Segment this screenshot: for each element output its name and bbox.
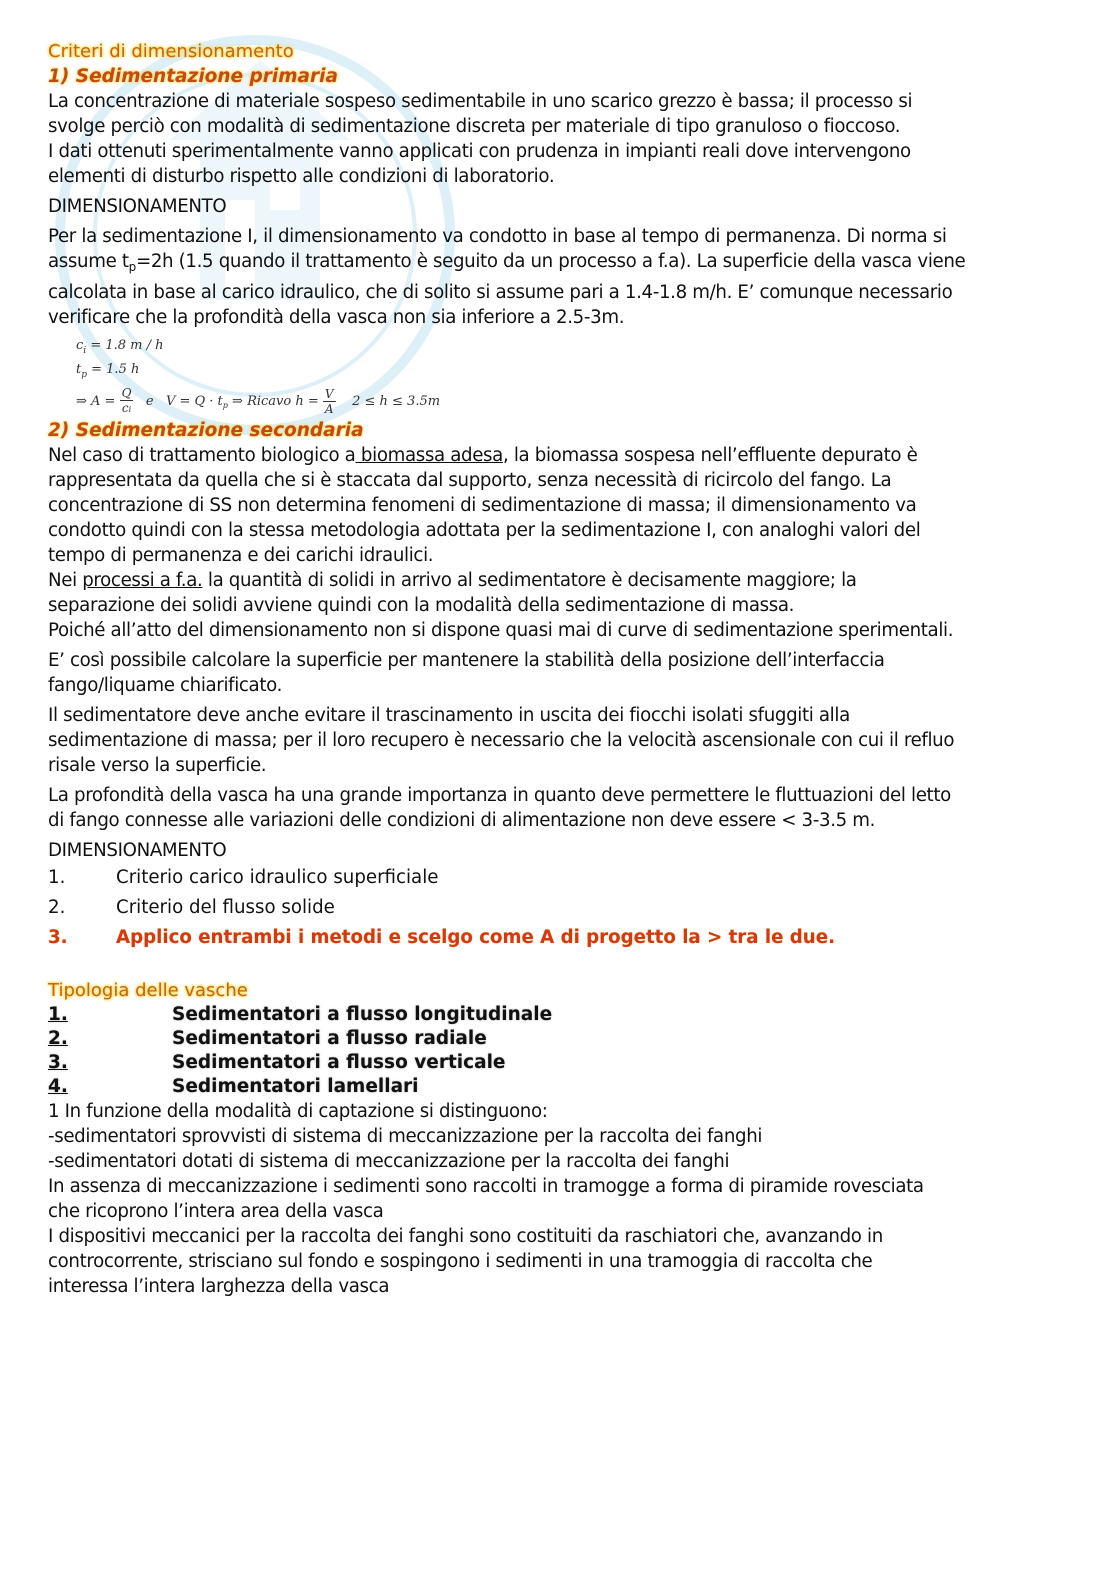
paragraph-line: I dati ottenuti sperimentalmente vanno applicati con prudenza in impianti reali dove intervengono bbox=[48, 141, 911, 162]
formula-ci: $c_i = 1.8$ m / h bbox=[76, 338, 164, 356]
dimensionamento-label-2: DIMENSIONAMENTO bbox=[48, 840, 227, 861]
paragraph-line: concentrazione di SS non determina fenomeni di sedimentazione di massa; il dimensionamento va bbox=[48, 495, 917, 516]
paragraph-line: sedimentazione di massa; per il loro recupero è necessario che la velocità ascensionale con cui il refluo bbox=[48, 730, 955, 751]
section-title: Criteri di dimensionamento bbox=[48, 41, 294, 62]
paragraph-line: Il sedimentatore deve anche evitare il trascinamento in uscita dei fiocchi isolati sfuggiti alla bbox=[48, 705, 850, 726]
paragraph-line: Nei processi a f.a. la quantità di solidi in arrivo al sedimentatore è decisamente maggiore; la bbox=[48, 570, 857, 591]
paragraph-line: fango/liquame chiarificato. bbox=[48, 675, 283, 696]
paragraph-line: elementi di disturbo rispetto alle condizioni di laboratorio. bbox=[48, 166, 555, 187]
paragraph-line: E’ così possibile calcolare la superficie per mantenere la stabilità della posizione dell’interfaccia bbox=[48, 650, 885, 671]
tipologia-list bbox=[48, 1003, 1068, 1099]
tipologia-item: 1. Sedimentatori a flusso longitudinale bbox=[48, 1004, 553, 1025]
dimensionamento-label: DIMENSIONAMENTO bbox=[48, 196, 227, 217]
paragraph-line: che ricoprono l’intera area della vasca bbox=[48, 1201, 384, 1222]
paragraph-line: I dispositivi meccanici per la raccolta dei fanghi sono costituiti da raschiatori che, avanzando in bbox=[48, 1226, 883, 1247]
paragraph-line: -sedimentatori sprovvisti di sistema di meccanizzazione per la raccolta dei fanghi bbox=[48, 1126, 763, 1147]
dim-line: Per la sedimentazione I, il dimensionamento va condotto in base al tempo di permanenza. Di norma si bbox=[48, 226, 947, 247]
tipologia-item: 4. Sedimentatori lamellari bbox=[48, 1076, 419, 1097]
criteria-list bbox=[48, 863, 1068, 953]
paragraph-line: La concentrazione di materiale sospeso sedimentabile in uno scarico grezzo è bassa; il processo si bbox=[48, 91, 913, 112]
paragraph-line: risale verso la superficie. bbox=[48, 755, 267, 776]
paragraph-line: rappresentata da quella che si è staccata dal supporto, senza necessità di ricircolo del fango. La bbox=[48, 470, 892, 491]
paragraph-line: In assenza di meccanizzazione i sedimenti sono raccolti in tramogge a forma di piramide rovesciata bbox=[48, 1176, 924, 1197]
paragraph-line: Nel caso di trattamento biologico a biomassa adesa, la biomassa sospesa nell’effluente depurato è bbox=[48, 445, 918, 466]
tipologia-item: 3. Sedimentatori a flusso verticale bbox=[48, 1052, 506, 1073]
formula-block bbox=[48, 330, 1068, 418]
paragraph-line: 1 In funzione della modalità di captazione si distinguono: bbox=[48, 1101, 548, 1122]
paragraph-line: interessa l’intera larghezza della vasca bbox=[48, 1276, 390, 1297]
formula-tp: $t_p = 1.5$ h bbox=[76, 362, 140, 380]
tipologia-title: Tipologia delle vasche bbox=[48, 980, 248, 1001]
paragraph-line: tempo di permanenza e dei carichi idraulici. bbox=[48, 545, 434, 566]
document-content bbox=[48, 40, 1068, 1299]
primary-paragraph bbox=[48, 89, 1068, 189]
paragraph-line: Poiché all’atto del dimensionamento non si dispone quasi mai di curve di sedimentazione sperimentali. bbox=[48, 620, 954, 641]
paragraph-line: di fango connesse alle variazioni delle condizioni di alimentazione non deve essere < 3-3.5 m. bbox=[48, 810, 876, 831]
paragraph-line: svolge perciò con modalità di sedimentazione discreta per materiale di tipo granuloso o fioccoso. bbox=[48, 116, 901, 137]
paragraph-line: condotto quindi con la stessa metodologia adottata per la sedimentazione I, con analoghi valori del bbox=[48, 520, 921, 541]
formula-area: ⇒ A = $\frac{Q}{ci}$ e $V = Q \cdot t_p$ ⇒ Ricavo h = $\frac{V}{A}$ 2 ≤ h ≤ 3.5m bbox=[76, 386, 441, 416]
paragraph-line: La profondità della vasca ha una grande importanza in quanto deve permettere le fluttuazioni del letto bbox=[48, 785, 951, 806]
secondary-heading: 2) Sedimentazione secondaria bbox=[48, 420, 364, 441]
dim-line: assume $t_p=2h$ (1.5 quando il trattamento è seguito da un processo a f.a). La superficie della vasca viene bbox=[48, 251, 966, 274]
primary-heading: 1) Sedimentazione primaria bbox=[48, 66, 338, 87]
dim-line: verificare che la profondità della vasca non sia inferiore a 2.5-3m. bbox=[48, 307, 625, 328]
paragraph-line: controcorrente, strisciano sul fondo e sospingono i sedimenti in una tramoggia di raccolta che bbox=[48, 1251, 873, 1272]
criteria-item: 1. Criterio carico idraulico superficiale bbox=[48, 867, 439, 888]
paragraph-line: separazione dei solidi avviene quindi con la modalità della sedimentazione di massa. bbox=[48, 595, 795, 616]
dim-line: calcolata in base al carico idraulico, che di solito si assume pari a 1.4-1.8 m/h. E’ comunque necessario bbox=[48, 282, 953, 303]
criteria-item: 2. Criterio del flusso solide bbox=[48, 897, 335, 918]
tipologia-item: 2. Sedimentatori a flusso radiale bbox=[48, 1028, 487, 1049]
paragraph-line: -sedimentatori dotati di sistema di meccanizzazione per la raccolta dei fanghi bbox=[48, 1151, 730, 1172]
criteria-item-highlight: 3. Applico entrambi i metodi e scelgo come A di progetto la > tra le due. bbox=[48, 927, 835, 948]
